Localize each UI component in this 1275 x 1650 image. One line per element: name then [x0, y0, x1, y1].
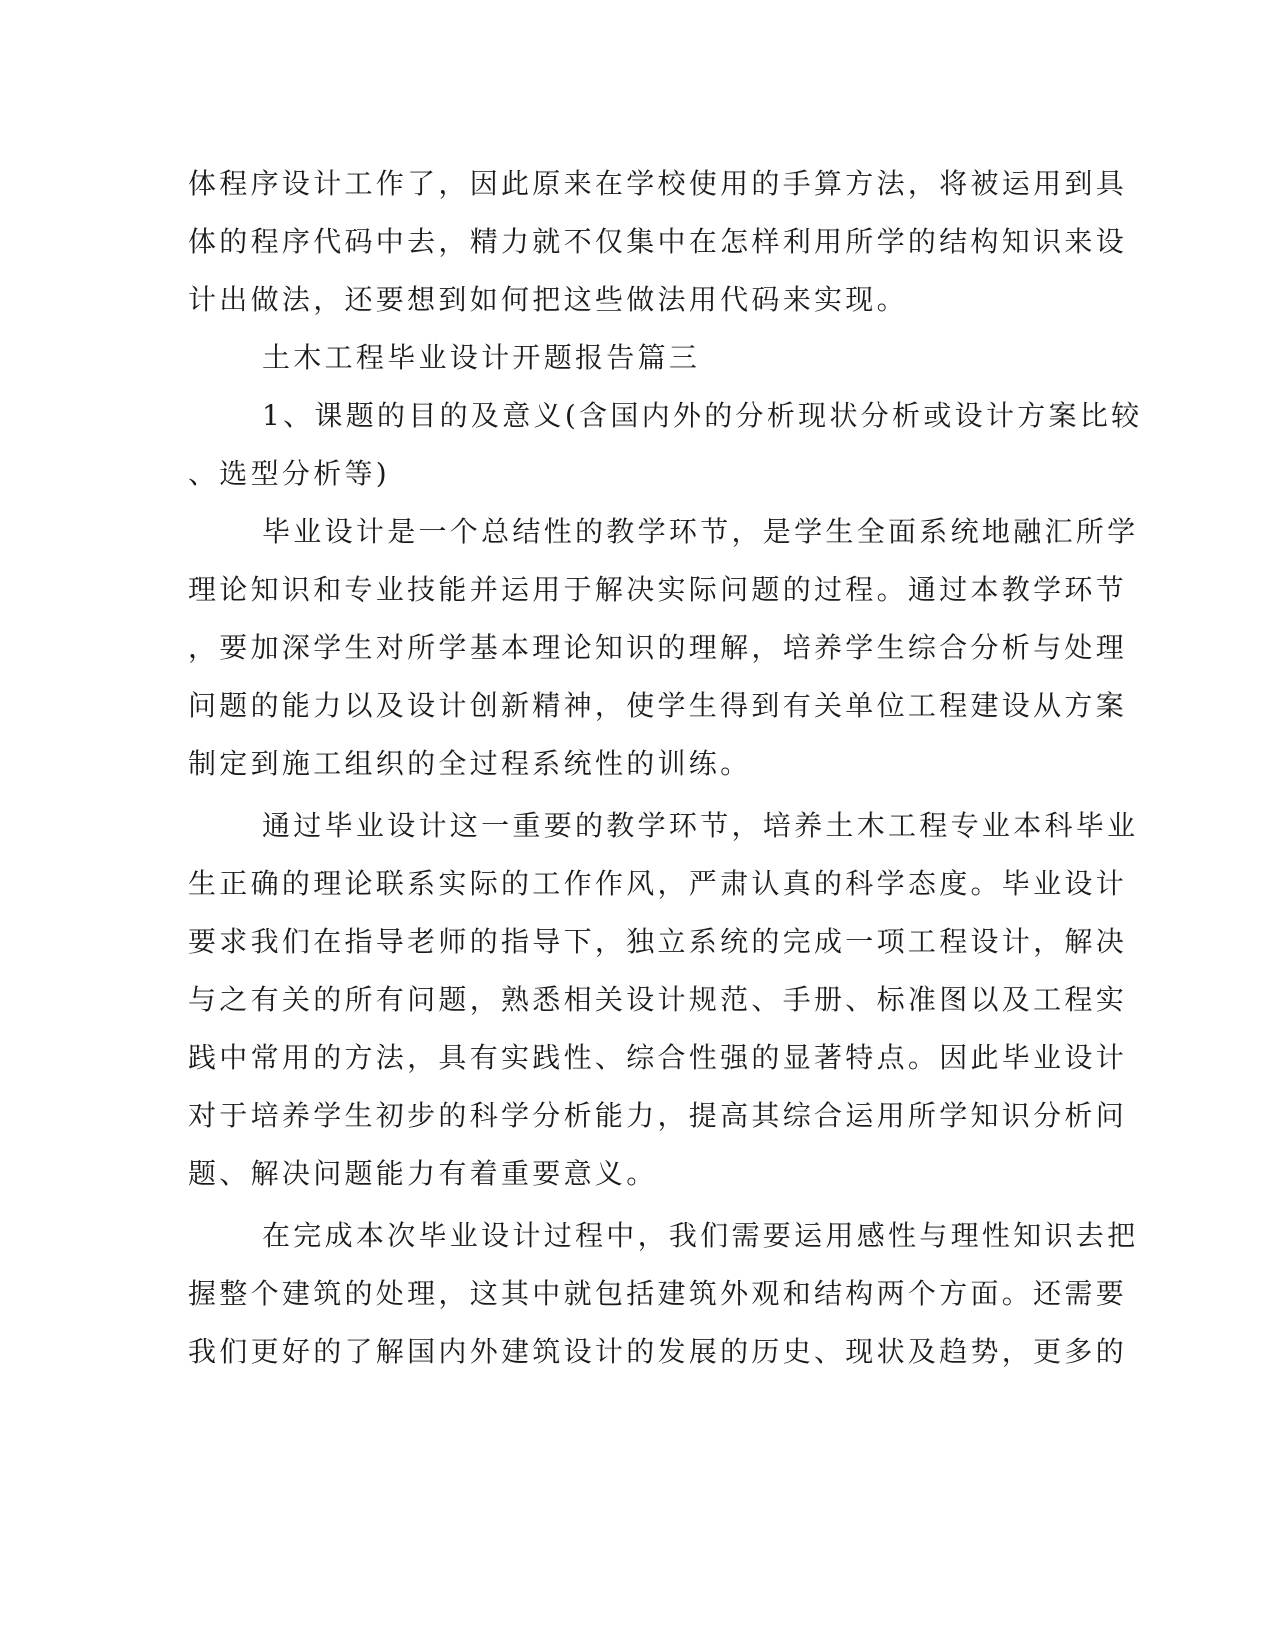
- text-line: 理论知识和专业技能并运用于解决实际问题的过程。通过本教学环节: [188, 573, 1128, 606]
- text-line: 我们更好的了解国内外建筑设计的发展的历史、现状及趋势，更多的: [188, 1335, 1128, 1368]
- text-line: 制定到施工组织的全过程系统性的训练。: [188, 747, 752, 780]
- section-heading: 土木工程毕业设计开题报告篇三: [262, 341, 701, 374]
- text-line: 握整个建筑的处理，这其中就包括建筑外观和结构两个方面。还需要: [188, 1277, 1128, 1310]
- text-line: 、选型分析等): [188, 457, 391, 490]
- text-line: 生正确的理论联系实际的工作作风，严肃认真的科学态度。毕业设计: [188, 867, 1128, 900]
- text-line: 对于培养学生初步的科学分析能力，提高其综合运用所学知识分析问: [188, 1099, 1128, 1132]
- text-line: 在完成本次毕业设计过程中，我们需要运用感性与理性知识去把: [262, 1219, 1139, 1252]
- text-line: 践中常用的方法，具有实践性、综合性强的显著特点。因此毕业设计: [188, 1041, 1128, 1074]
- text-line: 题、解决问题能力有着重要意义。: [188, 1157, 658, 1190]
- text-line: 与之有关的所有问题，熟悉相关设计规范、手册、标准图以及工程实: [188, 983, 1128, 1016]
- text-line: 要求我们在指导老师的指导下，独立系统的完成一项工程设计，解决: [188, 925, 1128, 958]
- text-line: 体的程序代码中去，精力就不仅集中在怎样利用所学的结构知识来设: [188, 225, 1128, 258]
- text-line: ，要加深学生对所学基本理论知识的理解，培养学生综合分析与处理: [188, 631, 1128, 664]
- text-line: 通过毕业设计这一重要的教学环节，培养土木工程专业本科毕业: [262, 809, 1139, 842]
- text-line: 体程序设计工作了，因此原来在学校使用的手算方法，将被运用到具: [188, 167, 1128, 200]
- text-line: 1、课题的目的及意义(含国内外的分析现状分析或设计方案比较: [262, 399, 1143, 432]
- text-line: 问题的能力以及设计创新精神，使学生得到有关单位工程建设从方案: [188, 689, 1128, 722]
- text-line: 计出做法，还要想到如何把这些做法用代码来实现。: [188, 283, 908, 316]
- text-line: 毕业设计是一个总结性的教学环节，是学生全面系统地融汇所学: [262, 515, 1139, 548]
